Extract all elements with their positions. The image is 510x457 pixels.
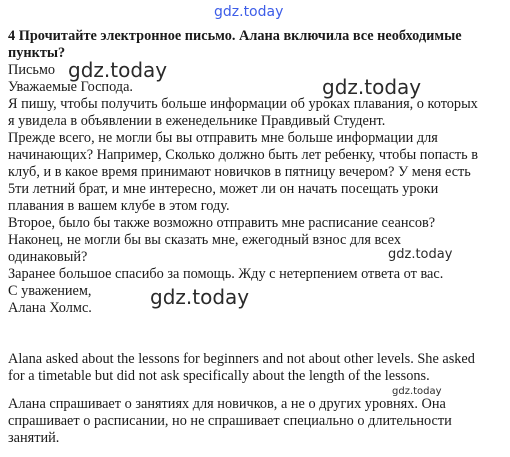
watermark: gdz.today (392, 386, 442, 397)
letter-line: плавания в вашем клубе в этом году. (8, 198, 230, 214)
letter-line: Письмо (8, 62, 56, 78)
watermark: gdz.today (68, 58, 168, 82)
letter-line: Второе, было бы также возможно отправить мне расписание сеансов? (8, 215, 436, 231)
task-heading-line: 4 Прочитайте электронное письмо. Алана включила все необходимые (8, 28, 462, 44)
letter-line: 5ти летний брат, и мне интересно, может ли он начать посещать уроки (8, 181, 439, 197)
watermark: gdz.today (388, 247, 453, 262)
answer-ru-line: Алана спрашивает о занятиях для новичков, а не о других уровнях. Она (8, 396, 446, 412)
answer-ru-line: занятий. (8, 430, 60, 446)
letter-line: начинающих? Например, Сколько должно быть лет ребенку, чтобы попасть в (8, 147, 479, 163)
letter-line: С уважением, (8, 283, 92, 299)
letter-line: Заранее большое спасибо за помощь. Жду с нетерпением ответа от вас. (8, 266, 444, 282)
letter-line: одинаковый? (8, 249, 88, 265)
letter-line: Наконец, не могли бы вы сказать мне, ежегодный взнос для всех (8, 232, 401, 248)
letter-line: Я пишу, чтобы получить больше информации об уроках плавания, о которых (8, 96, 478, 112)
answer-en-line: Alana asked about the lessons for beginners and not about other levels. She asked (8, 351, 475, 367)
watermark: gdz.today (322, 75, 422, 99)
answer-ru-line: спрашивает о расписании, но не спрашивает специально о длительности (8, 413, 452, 429)
letter-line: Алана Холмс. (8, 300, 92, 316)
letter-line: я увидела в объявлении в еженедельнике Правдивый Студент. (8, 113, 386, 129)
answer-en-line: for a timetable but did not ask specifically about the length of the lessons. (8, 368, 430, 384)
letter-line: клуб, и в какое время принимают новичков в пятницу вечером? У меня есть (8, 164, 471, 180)
watermark: gdz.today (150, 285, 250, 309)
letter-line: Уважаемые Господа. (8, 79, 133, 95)
watermark-top: gdz.today (214, 4, 284, 20)
task-heading-line: пункты? (8, 45, 66, 61)
letter-line: Прежде всего, не могли бы вы отправить мне больше информации для (8, 130, 438, 146)
